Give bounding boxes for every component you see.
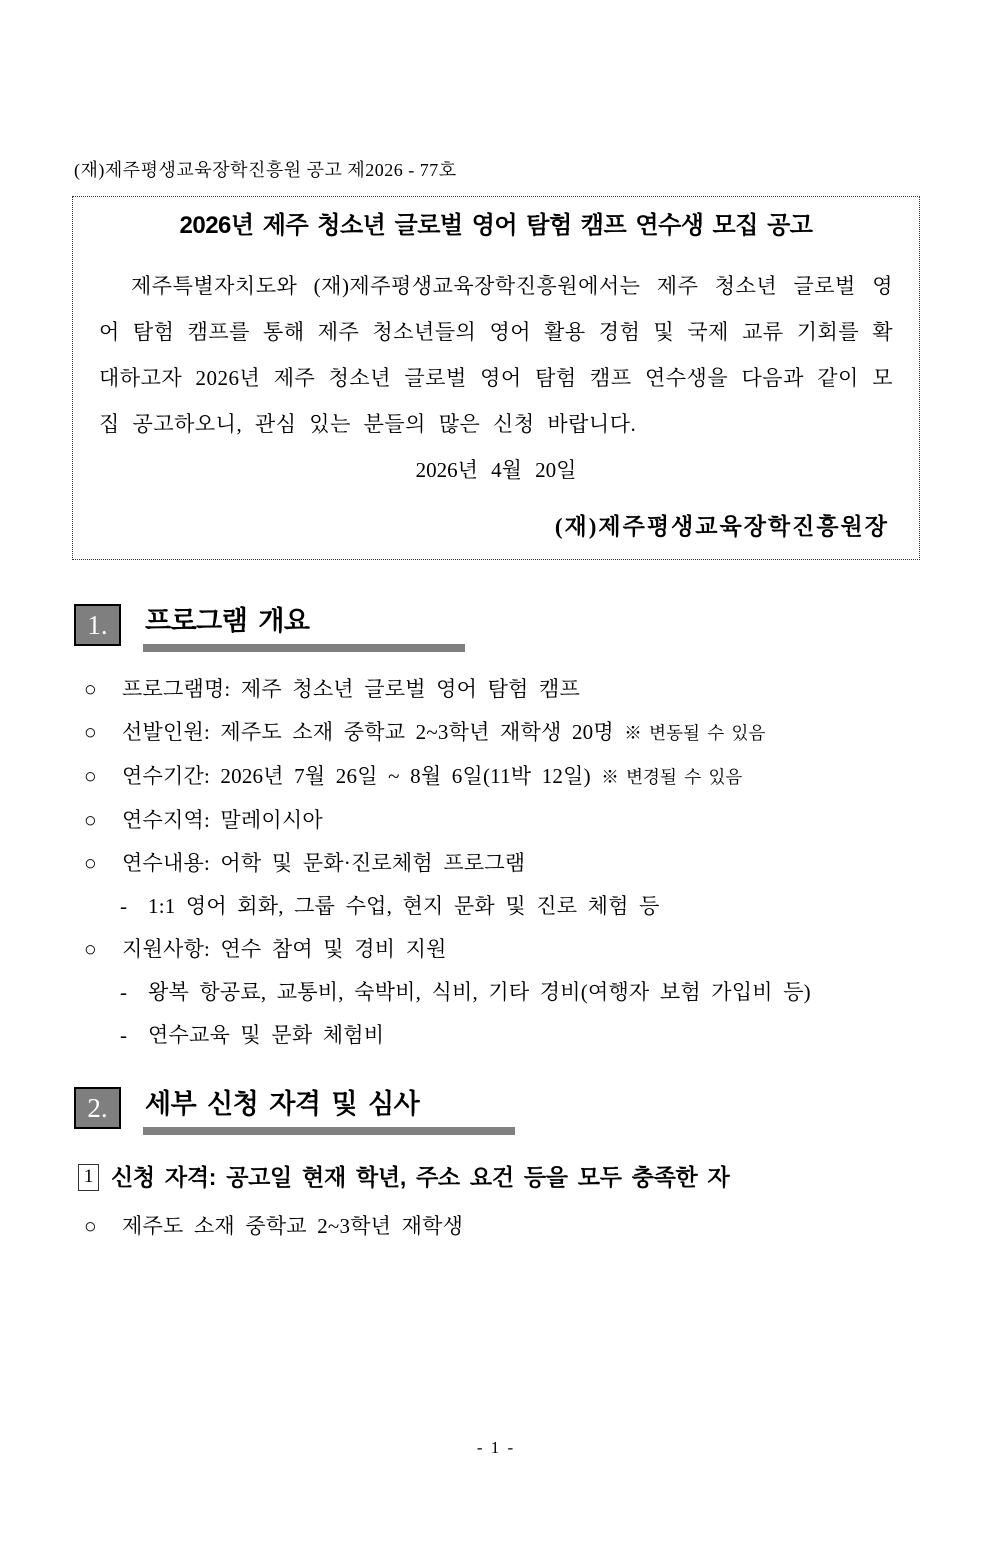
- list-item-text: 연수기간: 2026년 7월 26일 ~ 8월 6일(11박 12일): [122, 764, 591, 788]
- section-number-box: 2.: [74, 1087, 121, 1129]
- list-item: [84, 1205, 992, 1248]
- list-subitem: [84, 971, 992, 1014]
- announcement-title: 2026년 제주 청소년 글로벌 영어 탐험 캠프 연수생 모집 공고: [179, 212, 813, 239]
- dash-bullet-icon: -: [120, 980, 128, 1004]
- circle-bullet-icon: ○: [84, 851, 97, 875]
- announcement-body: 제주특별자치도와 (재)제주평생교육장학진흥원에서는 제주 청소년 글로벌 영어 탐험 캠프를 통해 제주 청소년들의 영어 활용 경험 및 국제 교류 기회를 확대하고자 2026년 제주 청소년 글로벌 영어 탐험 캠프 연수생을 다음과 같이 모집 공고하오니, 관심 있는 분들의 많은 신청 바랍니다.: [99, 274, 893, 436]
- list-item-text: 지원사항: 연수 참여 및 경비 지원: [122, 937, 447, 961]
- boxed-number-icon: 1: [78, 1164, 99, 1191]
- section-heading-2: [74, 1087, 992, 1135]
- announcement-date: 2026년 4월 20일: [415, 458, 577, 482]
- list-item-text: 연수내용: 어학 및 문화·진로체험 프로그램: [122, 851, 526, 875]
- announcement-box: [72, 196, 920, 560]
- subsection-heading: [78, 1157, 992, 1197]
- circle-bullet-icon: ○: [84, 937, 97, 961]
- circle-bullet-icon: ○: [84, 720, 97, 744]
- section-2-list: [84, 1205, 992, 1248]
- list-item-text: 프로그램명: 제주 청소년 글로벌 영어 탐험 캠프: [122, 677, 580, 701]
- list-item: [84, 711, 992, 755]
- list-item-text: 왕복 항공료, 교통비, 숙박비, 식비, 기타 경비(여행자 보험 가입비 등): [148, 980, 811, 1004]
- list-item-note: ※ 변동될 수 있음: [624, 723, 766, 743]
- circle-bullet-icon: ○: [84, 1214, 97, 1238]
- list-item-text: 연수교육 및 문화 체험비: [148, 1023, 385, 1047]
- list-subitem: [84, 1014, 992, 1057]
- section-title: 세부 신청 자격 및 심사: [143, 1087, 515, 1135]
- circle-bullet-icon: ○: [84, 808, 97, 832]
- section-number-box: 1.: [74, 604, 121, 646]
- page-number: - 1 -: [476, 1438, 516, 1457]
- list-subitem: [84, 885, 992, 928]
- dash-bullet-icon: -: [120, 1023, 128, 1047]
- list-item: [84, 755, 992, 799]
- dash-bullet-icon: -: [120, 894, 128, 918]
- circle-bullet-icon: ○: [84, 677, 97, 701]
- circle-bullet-icon: ○: [84, 764, 97, 788]
- list-item: [84, 668, 992, 711]
- subsection-heading-text: 신청 자격: 공고일 현재 학년, 주소 요건 등을 모두 충족한 자: [111, 1164, 730, 1190]
- list-item-text: 연수지역: 말레이시아: [122, 808, 323, 832]
- section-1-list: [84, 668, 992, 1057]
- notice-number: (재)제주평생교육장학진흥원 공고 제2026 - 77호: [74, 160, 457, 180]
- announcement-signature: (재)제주평생교육장학진흥원장: [554, 514, 889, 539]
- list-item-text: 선발인원: 제주도 소재 중학교 2~3학년 재학생 20명: [122, 720, 614, 744]
- section-heading-1: [74, 604, 992, 652]
- list-item: [84, 842, 992, 885]
- section-title: 프로그램 개요: [143, 604, 465, 652]
- list-item: [84, 799, 992, 842]
- list-item-note: ※ 변경될 수 있음: [601, 767, 743, 787]
- document-page: [0, 156, 992, 1559]
- list-item-text: 제주도 소재 중학교 2~3학년 재학생: [122, 1214, 464, 1238]
- list-item-text: 1:1 영어 회화, 그룹 수업, 현지 문화 및 진로 체험 등: [148, 894, 660, 918]
- list-item: [84, 928, 992, 971]
